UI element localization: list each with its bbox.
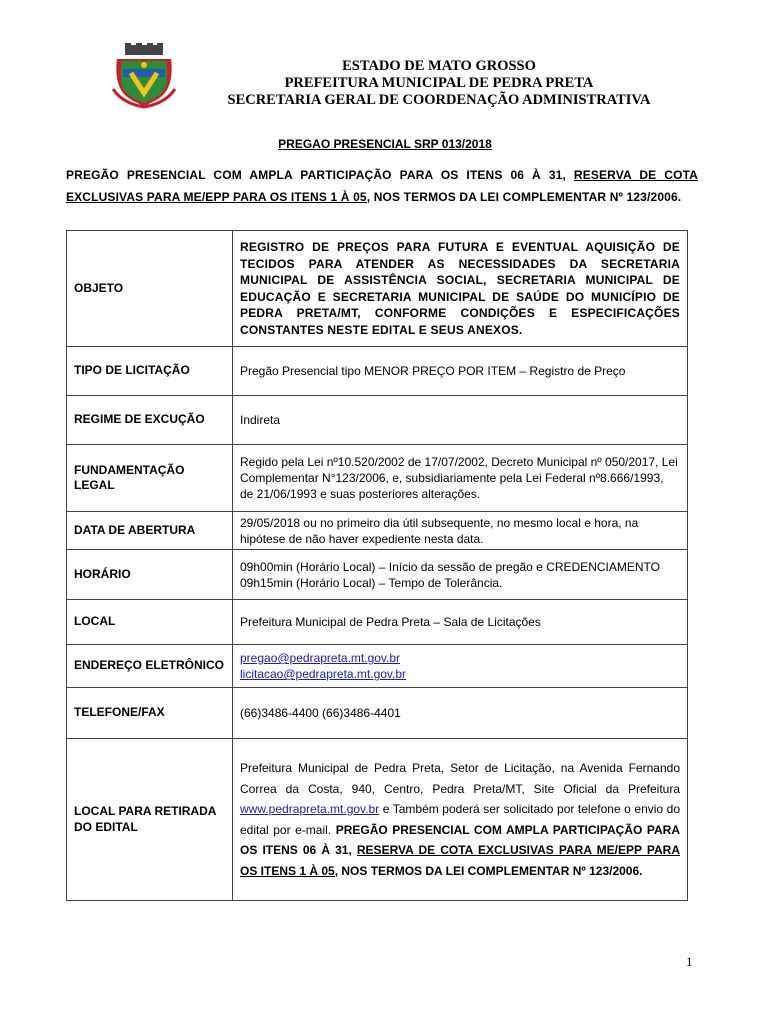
retirada-bold-2: NOS TERMOS DA LEI COMPLEMENTAR Nº 123/2006.	[338, 863, 643, 878]
intro-part2: RESERVA DE COTA EXCLUSIVAS PARA ME/EPP PARA OS ITENS 1 À 05,	[66, 168, 698, 204]
row-value	[233, 645, 688, 688]
row-value: Regido pela Lei nº10.520/2002 de 17/07/2002, Decreto Municipal nº 050/2017, Lei Complementar N°123/2006, e, subsidiariamente pela Lei Federal nº8.666/1993, de 21/06/1993 e suas posteriores alterações.	[233, 445, 688, 512]
pregao-title: PREGAO PRESENCIAL SRP 013/2018	[278, 137, 492, 151]
retirada-text-2: e Também poderá ser solicitado por telefone o envio do edital por e-mail.	[240, 802, 680, 837]
header-secretaria: SECRETARIA GERAL DE COORDENAÇÃO ADMINISTRATIVA	[227, 92, 651, 108]
horario-line-2: 09h15min (Horário Local) – Tempo de Tolerância.	[240, 575, 503, 590]
site-link[interactable]: www.pedrapreta.mt.gov.br	[240, 802, 380, 816]
row-value: Prefeitura Municipal de Pedra Preta – Sala de Licitações	[233, 600, 688, 645]
table-row-objeto	[67, 231, 688, 347]
table-row-endereco	[67, 645, 688, 688]
header-state: ESTADO DE MATO GROSSO	[342, 58, 536, 74]
row-label: TELEFONE/FAX	[67, 688, 233, 739]
document-header	[180, 58, 698, 109]
table-row-local	[67, 600, 688, 645]
intro-part1: PREGÃO PRESENCIAL COM AMPLA PARTICIPAÇÃO PARA OS ITENS 06 À 31,	[66, 168, 574, 182]
table-row-retirada	[67, 739, 688, 901]
row-value: Indireta	[233, 396, 688, 445]
row-label: LOCAL	[67, 600, 233, 645]
row-value	[233, 550, 688, 600]
row-value: Pregão Presencial tipo MENOR PREÇO POR ITEM – Registro de Preço	[233, 347, 688, 396]
table-row-fundamentacao	[67, 445, 688, 512]
row-label: OBJETO	[67, 231, 233, 347]
row-label: HORÁRIO	[67, 550, 233, 600]
header-prefeitura: PREFEITURA MUNICIPAL DE PEDRA PRETA	[284, 75, 594, 91]
email-link-licitacao[interactable]: licitacao@pedrapreta.mt.gov.br	[240, 667, 407, 681]
retirada-bold-underlined: RESERVA DE COTA EXCLUSIVAS PARA ME/EPP PARA OS ITENS 1 À 05,	[240, 843, 680, 878]
table-row-tipo	[67, 347, 688, 396]
row-label: LOCAL PARA RETIRADA DO EDITAL	[67, 739, 233, 901]
email-link-pregao[interactable]: pregao@pedrapreta.mt.gov.br	[240, 651, 401, 665]
table-row-telefone	[67, 688, 688, 739]
row-label: TIPO DE LICITAÇÃO	[67, 347, 233, 396]
row-label: REGIME DE EXCUÇÃO	[67, 396, 233, 445]
horario-line-1: 09h00min (Horário Local) – Início da sessão de pregão e CREDENCIAMENTO	[240, 559, 660, 574]
row-value: (66)3486-4400 (66)3486-4401	[233, 688, 688, 739]
row-label: DATA DE ABERTURA	[67, 512, 233, 550]
retirada-text-1: Prefeitura Municipal de Pedra Preta, Setor de Licitação, na Avenida Fernando Correa da Costa, 940, Centro, Pedra Preta/MT, Site Oficial da Prefeitura	[240, 761, 680, 796]
row-value: REGISTRO DE PREÇOS PARA FUTURA E EVENTUAL AQUISIÇÃO DE TECIDOS PARA ATENDER AS NECESSIDADES DA SECRETARIA MUNICIPAL DE ASSISTÊNCIA SOCIAL, SECRETARIA MUNICIPAL DE EDUCAÇÃO E SECRETARIA MUNICIPAL DE SAÚDE DO MUNICÍPIO DE PEDRA PRETA/MT, CONFORME CONDIÇÕES E ESPECIFICAÇÕES CONSTANTES NESTE EDITAL E SEUS ANEXOS.	[233, 231, 688, 347]
retirada-bold-1: PREGÃO PRESENCIAL COM AMPLA PARTICIPAÇÃO PARA OS ITENS 06 À 31,	[240, 822, 680, 857]
page-number: 1	[686, 954, 693, 969]
table-row-data-abertura	[67, 512, 688, 550]
municipal-crest-icon	[111, 43, 177, 109]
retirada-paragraph	[240, 758, 680, 881]
table-row-horario	[67, 550, 688, 600]
row-label: ENDEREÇO ELETRÔNICO	[67, 645, 233, 688]
row-label: FUNDAMENTAÇÃO LEGAL	[67, 445, 233, 512]
intro-paragraph	[66, 165, 698, 208]
table-row-regime	[67, 396, 688, 445]
intro-part3: NOS TERMOS DA LEI COMPLEMENTAR Nº 123/2006.	[370, 189, 682, 204]
edital-summary-table	[66, 230, 688, 901]
row-value	[233, 739, 688, 901]
row-value: 29/05/2018 ou no primeiro dia útil subsequente, no mesmo local e hora, na hipótese de não haver expediente nesta data.	[233, 512, 688, 550]
